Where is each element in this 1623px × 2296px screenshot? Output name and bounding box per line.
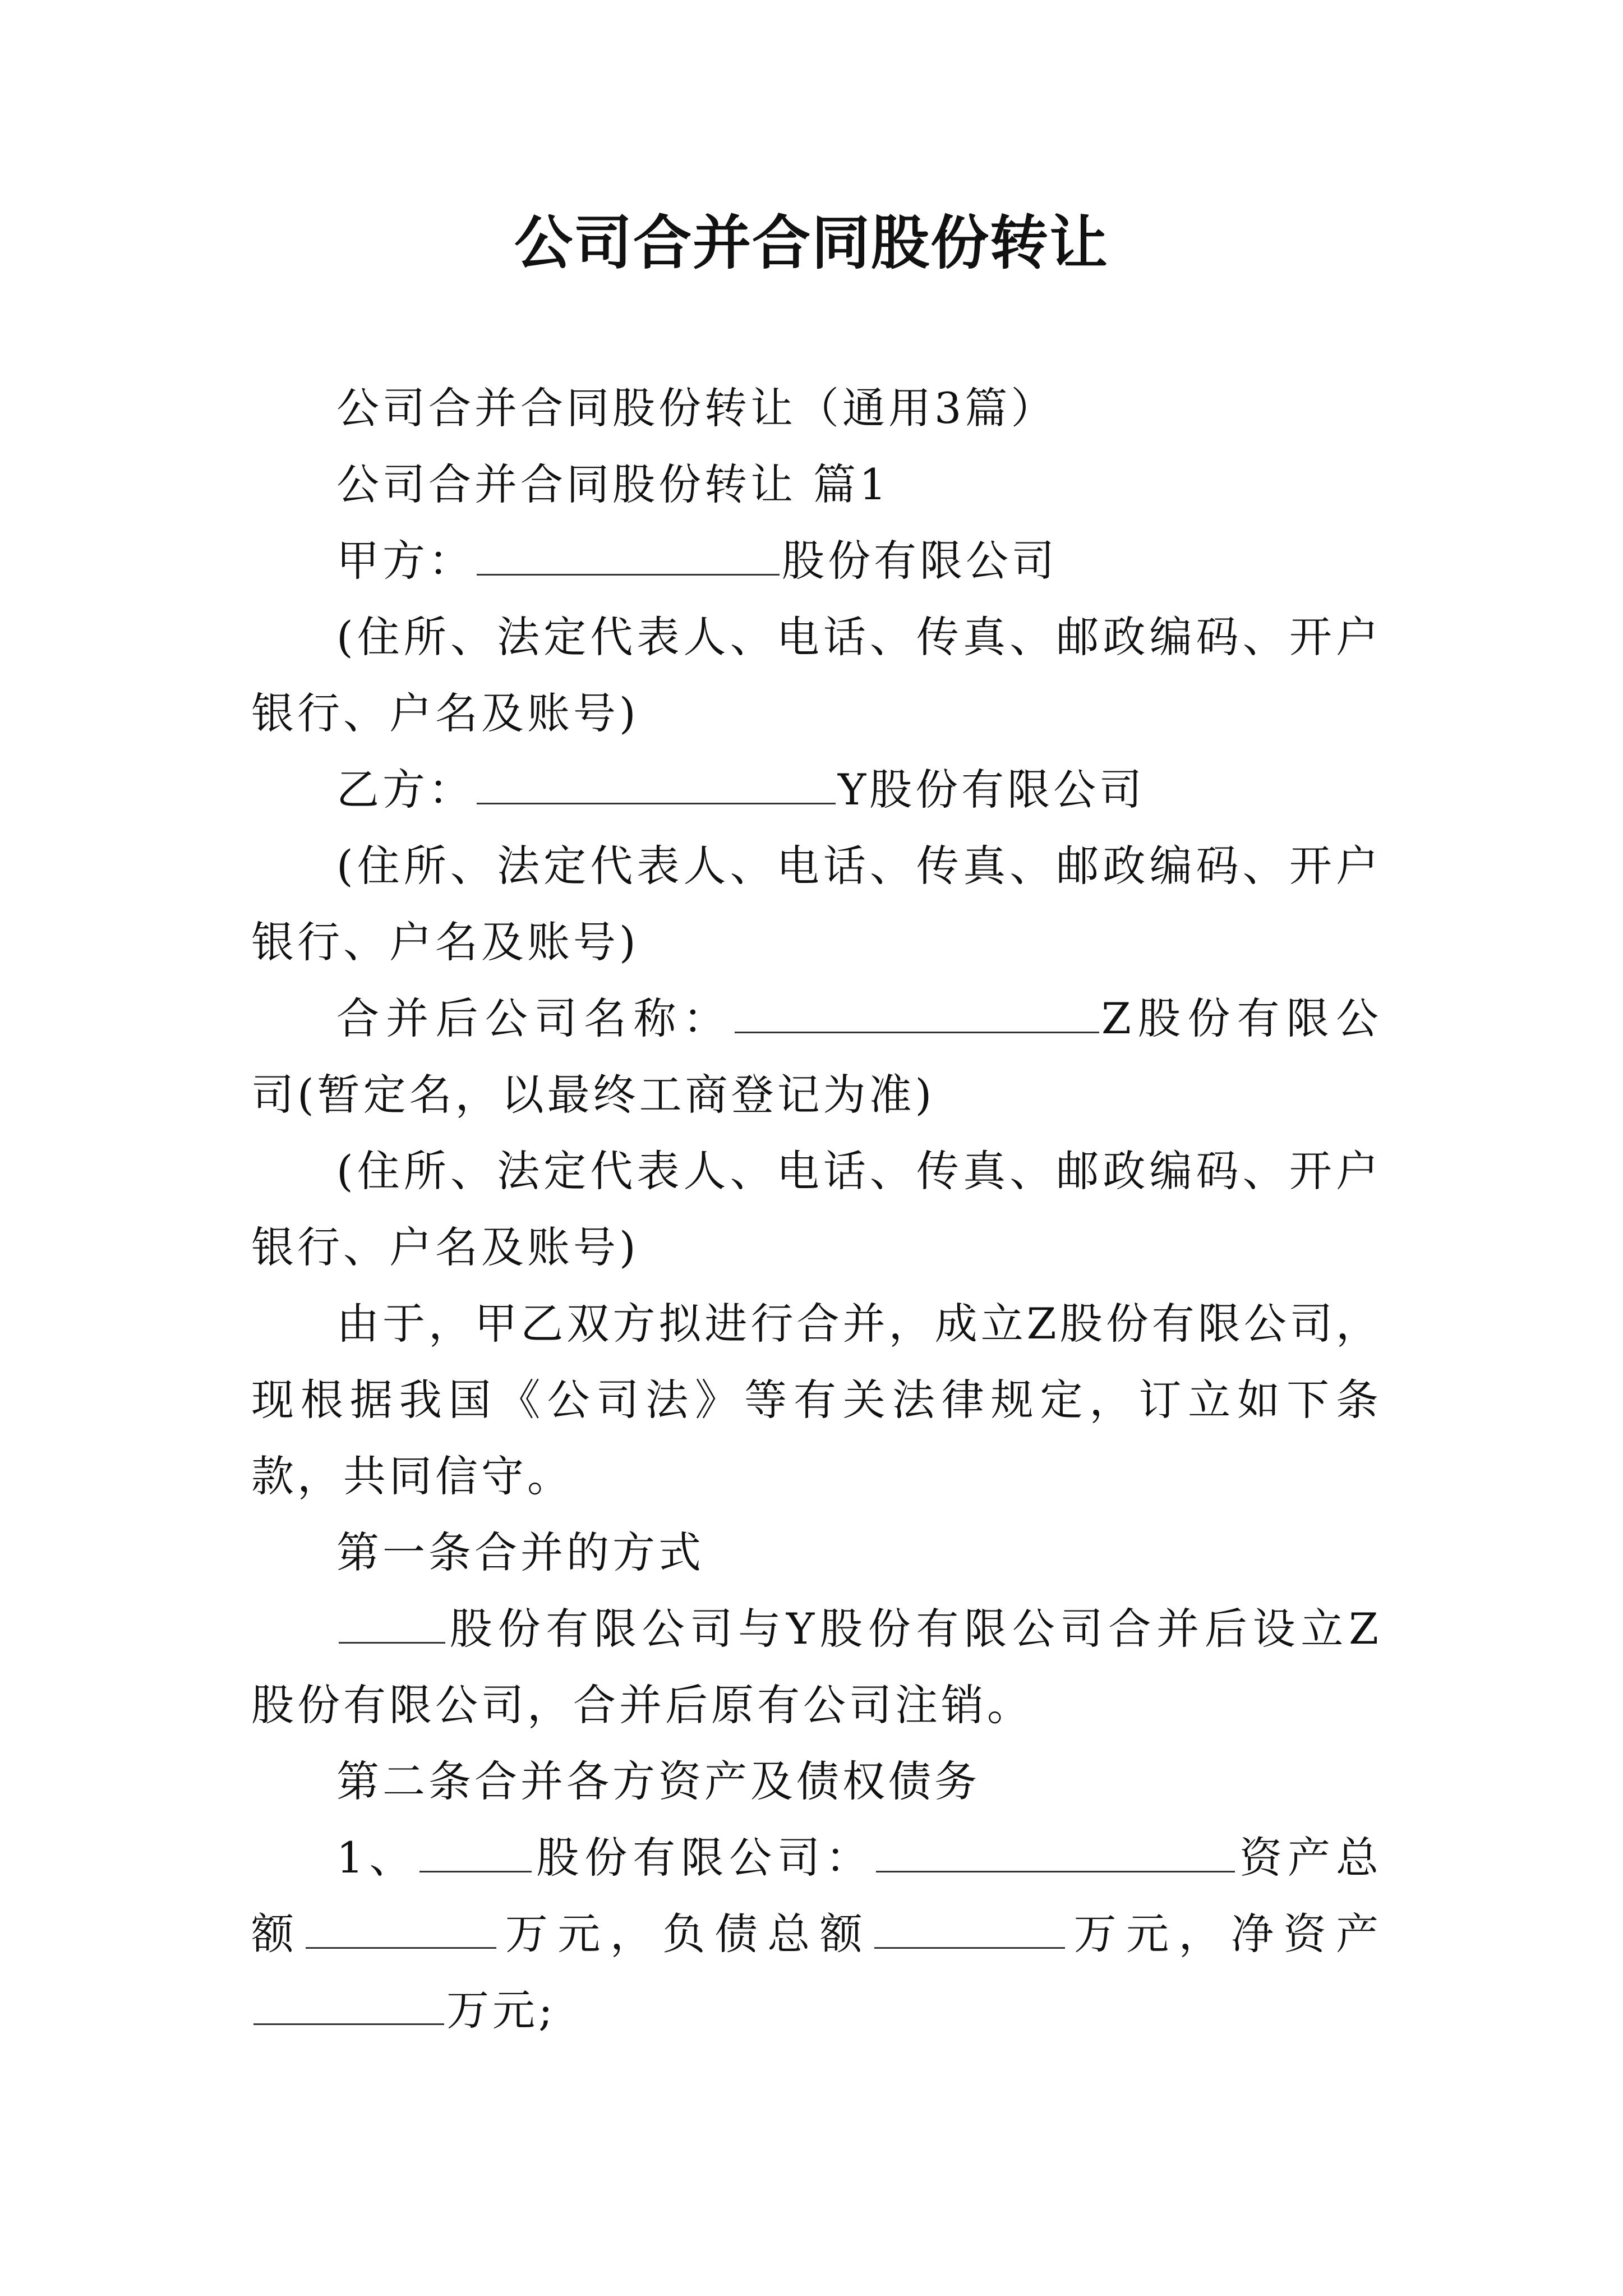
article-1-blank [339,1605,445,1644]
merged-company-label: 合并后公司名称： [336,993,732,1043]
party-b-blank [477,766,836,804]
paragraph-preamble: 由于，甲乙双方拟进行合并，成立Z股份有限公司，现根据我国《公司法》等有关法律规定，订立如下条款，共同信守。 [251,1299,1382,1501]
item-1-company-label: 股份有限公司： [534,1833,874,1883]
paragraph-party-a-details: (住所、法定代表人、电话、传真、邮政编码、开户银行、户名及账号) [251,612,1382,738]
item-1-number: 1、 [336,1833,418,1883]
item-1-liabilities-blank [874,1910,1065,1949]
paragraph-article-1-heading: 第一条合并的方式 [336,1527,704,1577]
party-a-suffix: 股份有限公司 [782,536,1058,586]
paragraph-article-2-item-1 [251,1820,1382,2049]
party-a-blank [477,537,780,576]
paragraph-section-heading: 公司合并合同股份转让 篇1 [336,459,890,509]
party-a-label: 甲方： [336,536,474,586]
merged-company-blank [735,995,1099,1033]
party-b-suffix: Y股份有限公司 [838,765,1146,815]
paragraph-party-b-details: (住所、法定代表人、电话、传真、邮政编码、开户银行、户名及账号) [251,841,1382,967]
paragraph-merged-company [251,981,1382,1133]
item-1-liabilities-label: 万元，负债总额 [499,1909,873,1959]
merged-company-suffix: Z股份有限公司(暂定名，以最终工商登记为准) [251,993,1382,1120]
item-1-assets-label: 资产总额 [251,1833,1382,1959]
item-1-assets-blank [306,1910,496,1949]
paragraph-party-b [251,752,1382,828]
paragraph-subtitle: 公司合并合同股份转让（通用3篇） [336,383,1057,433]
article-1-text: 股份有限公司与Y股份有限公司合并后设立Z股份有限公司，合并后原有公司注销。 [251,1604,1382,1730]
item-1-name-blank [876,1834,1235,1872]
item-1-company-blank [419,1834,532,1872]
document-body [251,370,1382,2049]
document-title: 公司合并合同股份转让 [514,209,1109,277]
item-1-net-assets-label: 万元，净资产 [1067,1909,1382,1959]
paragraph-party-a [251,523,1382,599]
paragraph-merged-company-details: (住所、法定代表人、电话、传真、邮政编码、开户银行、户名及账号) [251,1146,1382,1272]
item-1-unit: 万元; [446,1985,556,2035]
item-1-net-assets-blank [253,1986,444,2025]
paragraph-article-1-body [251,1591,1382,1743]
paragraph-article-2-heading: 第二条合并各方资产及债权债务 [336,1756,980,1806]
party-b-label: 乙方： [336,765,474,815]
